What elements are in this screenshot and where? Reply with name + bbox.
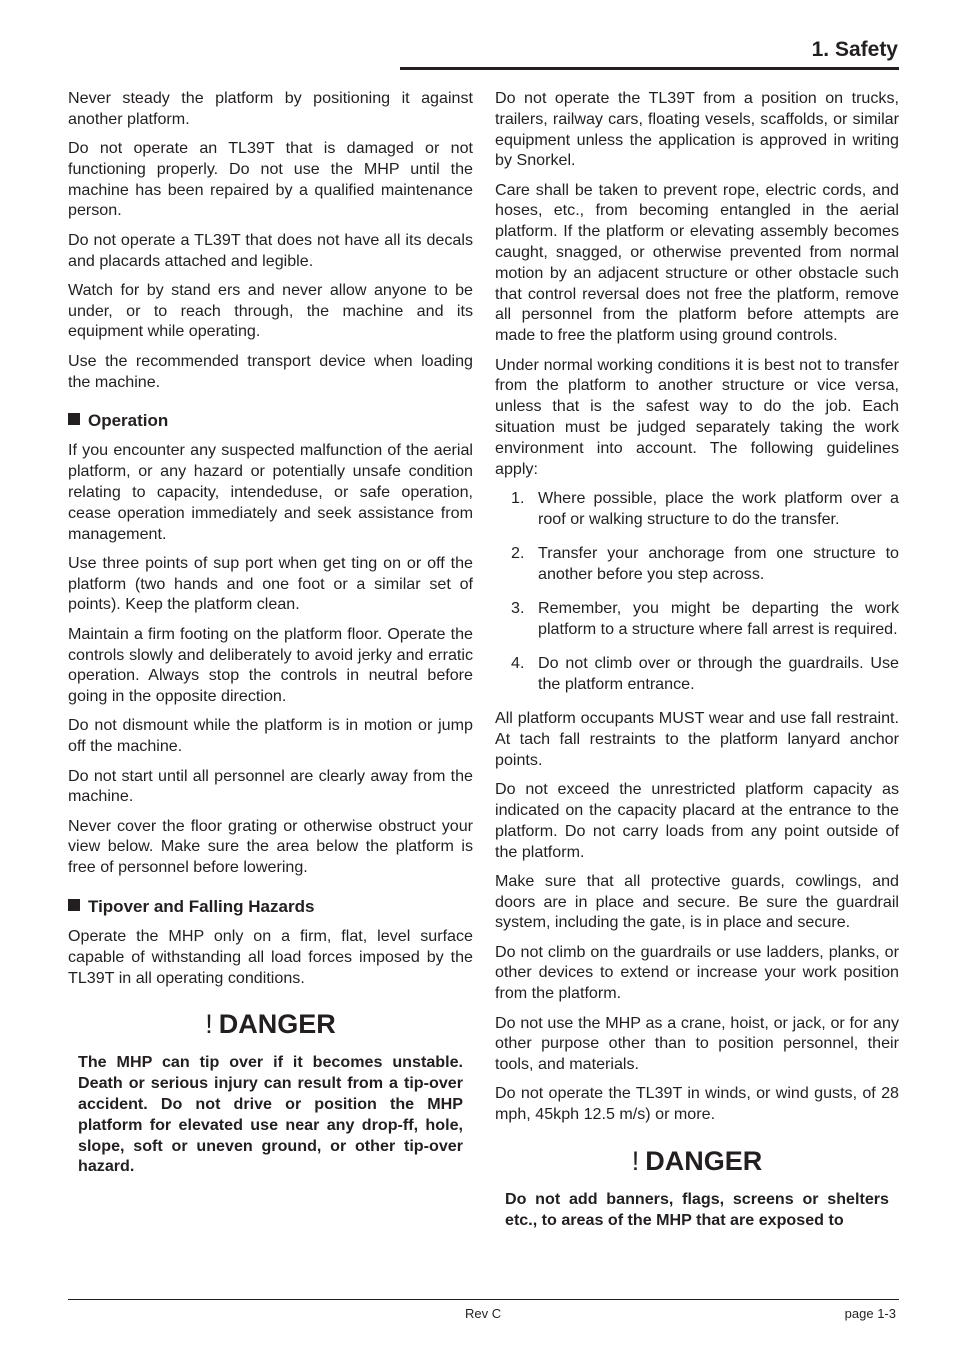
tipover-heading — [68, 896, 473, 918]
paragraph: Use three points of sup port when get ting on or off the platform (two hands and one foot or a similar set of points). Keep the platform clean. — [68, 553, 473, 614]
paragraph: Do not climb on the guardrails or use ladders, planks, or other devices to extend or increase your work position from the platform. — [495, 942, 899, 1003]
paragraph: Never steady the platform by positioning it against another platform. — [68, 89, 473, 128]
section-title: 1. Safety — [811, 38, 898, 61]
paragraph: Operate the MHP only on a firm, flat, level surface capable of withstanding all load forces imposed by the TL39T in all operating conditions. — [68, 927, 473, 987]
paragraph: Never cover the floor grating or otherwise obstruct your view below. Make sure the area below the platform is free of personnel before lowering. — [68, 816, 473, 877]
list-number: 1. — [511, 488, 525, 507]
right-column — [495, 88, 899, 1231]
danger-label: DANGER — [645, 1146, 763, 1177]
list-number: 3. — [511, 599, 525, 618]
left-column — [68, 88, 473, 1177]
danger-title — [68, 1008, 473, 1040]
paragraph: Do not start until all personnel are clearly away from the machine. — [68, 766, 473, 806]
list-item — [495, 653, 899, 695]
paragraph: Do not operate the TL39T in winds, or wind gusts, of 28 mph, 45kph 12.5 m/s) or more. — [495, 1084, 899, 1124]
paragraph: Do not dismount while the platform is in motion or jump off the machine. — [68, 716, 473, 756]
paragraph: Do not operate an TL39T that is damaged or not functioning properly. Do not use the MHP until the machine has been repaired by a qualified maintenance person. — [68, 139, 473, 220]
list-text: Where possible, place the work platform over a roof or walking structure to do the transfer. — [538, 488, 899, 528]
list-item — [495, 543, 899, 585]
paragraph: All platform occupants MUST wear and use fall restraint. At tach fall restraints to the platform lanyard anchor points. — [495, 709, 899, 769]
paragraph: Care shall be taken to prevent rope, electric cords, and hoses, etc., from becoming entangled in the aerial platform. If the platform or elevating assembly becomes caught, snagged, or otherwise prevented from normal motion by an adjacent structure or other obstacle such that control reversal does not free the platform, remove all personnel from the platform before attempts are made to free the platform using ground controls. — [495, 180, 899, 345]
warning-icon: ! — [205, 1009, 213, 1040]
list-number: 2. — [511, 543, 525, 562]
list-number: 4. — [511, 654, 525, 673]
paragraph: Maintain a firm footing on the platform floor. Operate the controls slowly and deliberately to avoid jerky and erratic operation. Always stop the controls in neutral before going in the opposite direction. — [68, 624, 473, 706]
danger-text: The MHP can tip over if it becomes unstable. Death or serious injury can result from a tip-over accident. Do not drive or position the MHP platform for elevated use near any drop-ff, hole, slope, soft or uneven ground, or other tip-over hazard. — [78, 1053, 463, 1176]
list-text: Transfer your anchorage from one structure to another before you step across. — [538, 543, 899, 583]
square-bullet-icon — [68, 899, 80, 911]
heading-label: Operation — [88, 411, 169, 431]
paragraph: Use the recommended transport device when loading the machine. — [68, 351, 473, 391]
paragraph: Do not exceed the unrestricted platform capacity as indicated on the capacity placard at the entrance to the platform. Do not carry loads from any point outside of the platform. — [495, 780, 899, 861]
square-bullet-icon — [68, 413, 80, 425]
paragraph: Do not use the MHP as a crane, hoist, or jack, or for any other purpose other than to position personnel, their tools, and materials. — [495, 1013, 899, 1074]
header-rule — [400, 67, 899, 70]
danger-title — [495, 1145, 899, 1177]
list-text: Do not climb over or through the guardrails. Use the platform entrance. — [538, 654, 899, 693]
paragraph: Watch for by stand ers and never allow anyone to be under, or to reach through, the machine and its equipment while operating. — [68, 280, 473, 341]
paragraph: Under normal working conditions it is best not to transfer from the platform to another structure or vice versa, unless that is the safest way to do the job. Each situation must be judged separately taking the work environment into account. The following guidelines apply: — [495, 355, 899, 478]
operation-heading — [68, 410, 473, 432]
revision-label: Rev C — [465, 1306, 502, 1321]
list-item — [495, 488, 899, 530]
page-number: page 1-3 — [844, 1306, 896, 1321]
paragraph: Do not operate the TL39T from a position on trucks, trailers, railway cars, floating vesels, scaffolds, or similar equipment unless the application is approved in writing by Snorkel. — [495, 89, 899, 170]
danger-label: DANGER — [218, 1009, 336, 1040]
list-text: Remember, you might be departing the work platform to a structure where fall arrest is required. — [538, 599, 899, 638]
paragraph: Do not operate a TL39T that does not have all its decals and placards attached and legible. — [68, 230, 473, 270]
footer-rule — [68, 1299, 899, 1300]
warning-icon: ! — [631, 1146, 640, 1177]
guideline-list — [495, 488, 899, 695]
paragraph: Make sure that all protective guards, cowlings, and doors are in place and secure. Be sure the guardrail system, including the gate, is in place and secure. — [495, 871, 899, 932]
list-item — [495, 598, 899, 640]
paragraph: If you encounter any suspected malfunction of the aerial platform, or any hazard or potentially unsafe condition relating to capacity, intendeduse, or safe operation, cease operation immediately and seek assistance from management. — [68, 441, 473, 543]
danger-text: Do not add banners, flags, screens or shelters etc., to areas of the MHP that are exposed to — [505, 1190, 889, 1229]
heading-label: Tipover and Falling Hazards — [88, 897, 315, 916]
